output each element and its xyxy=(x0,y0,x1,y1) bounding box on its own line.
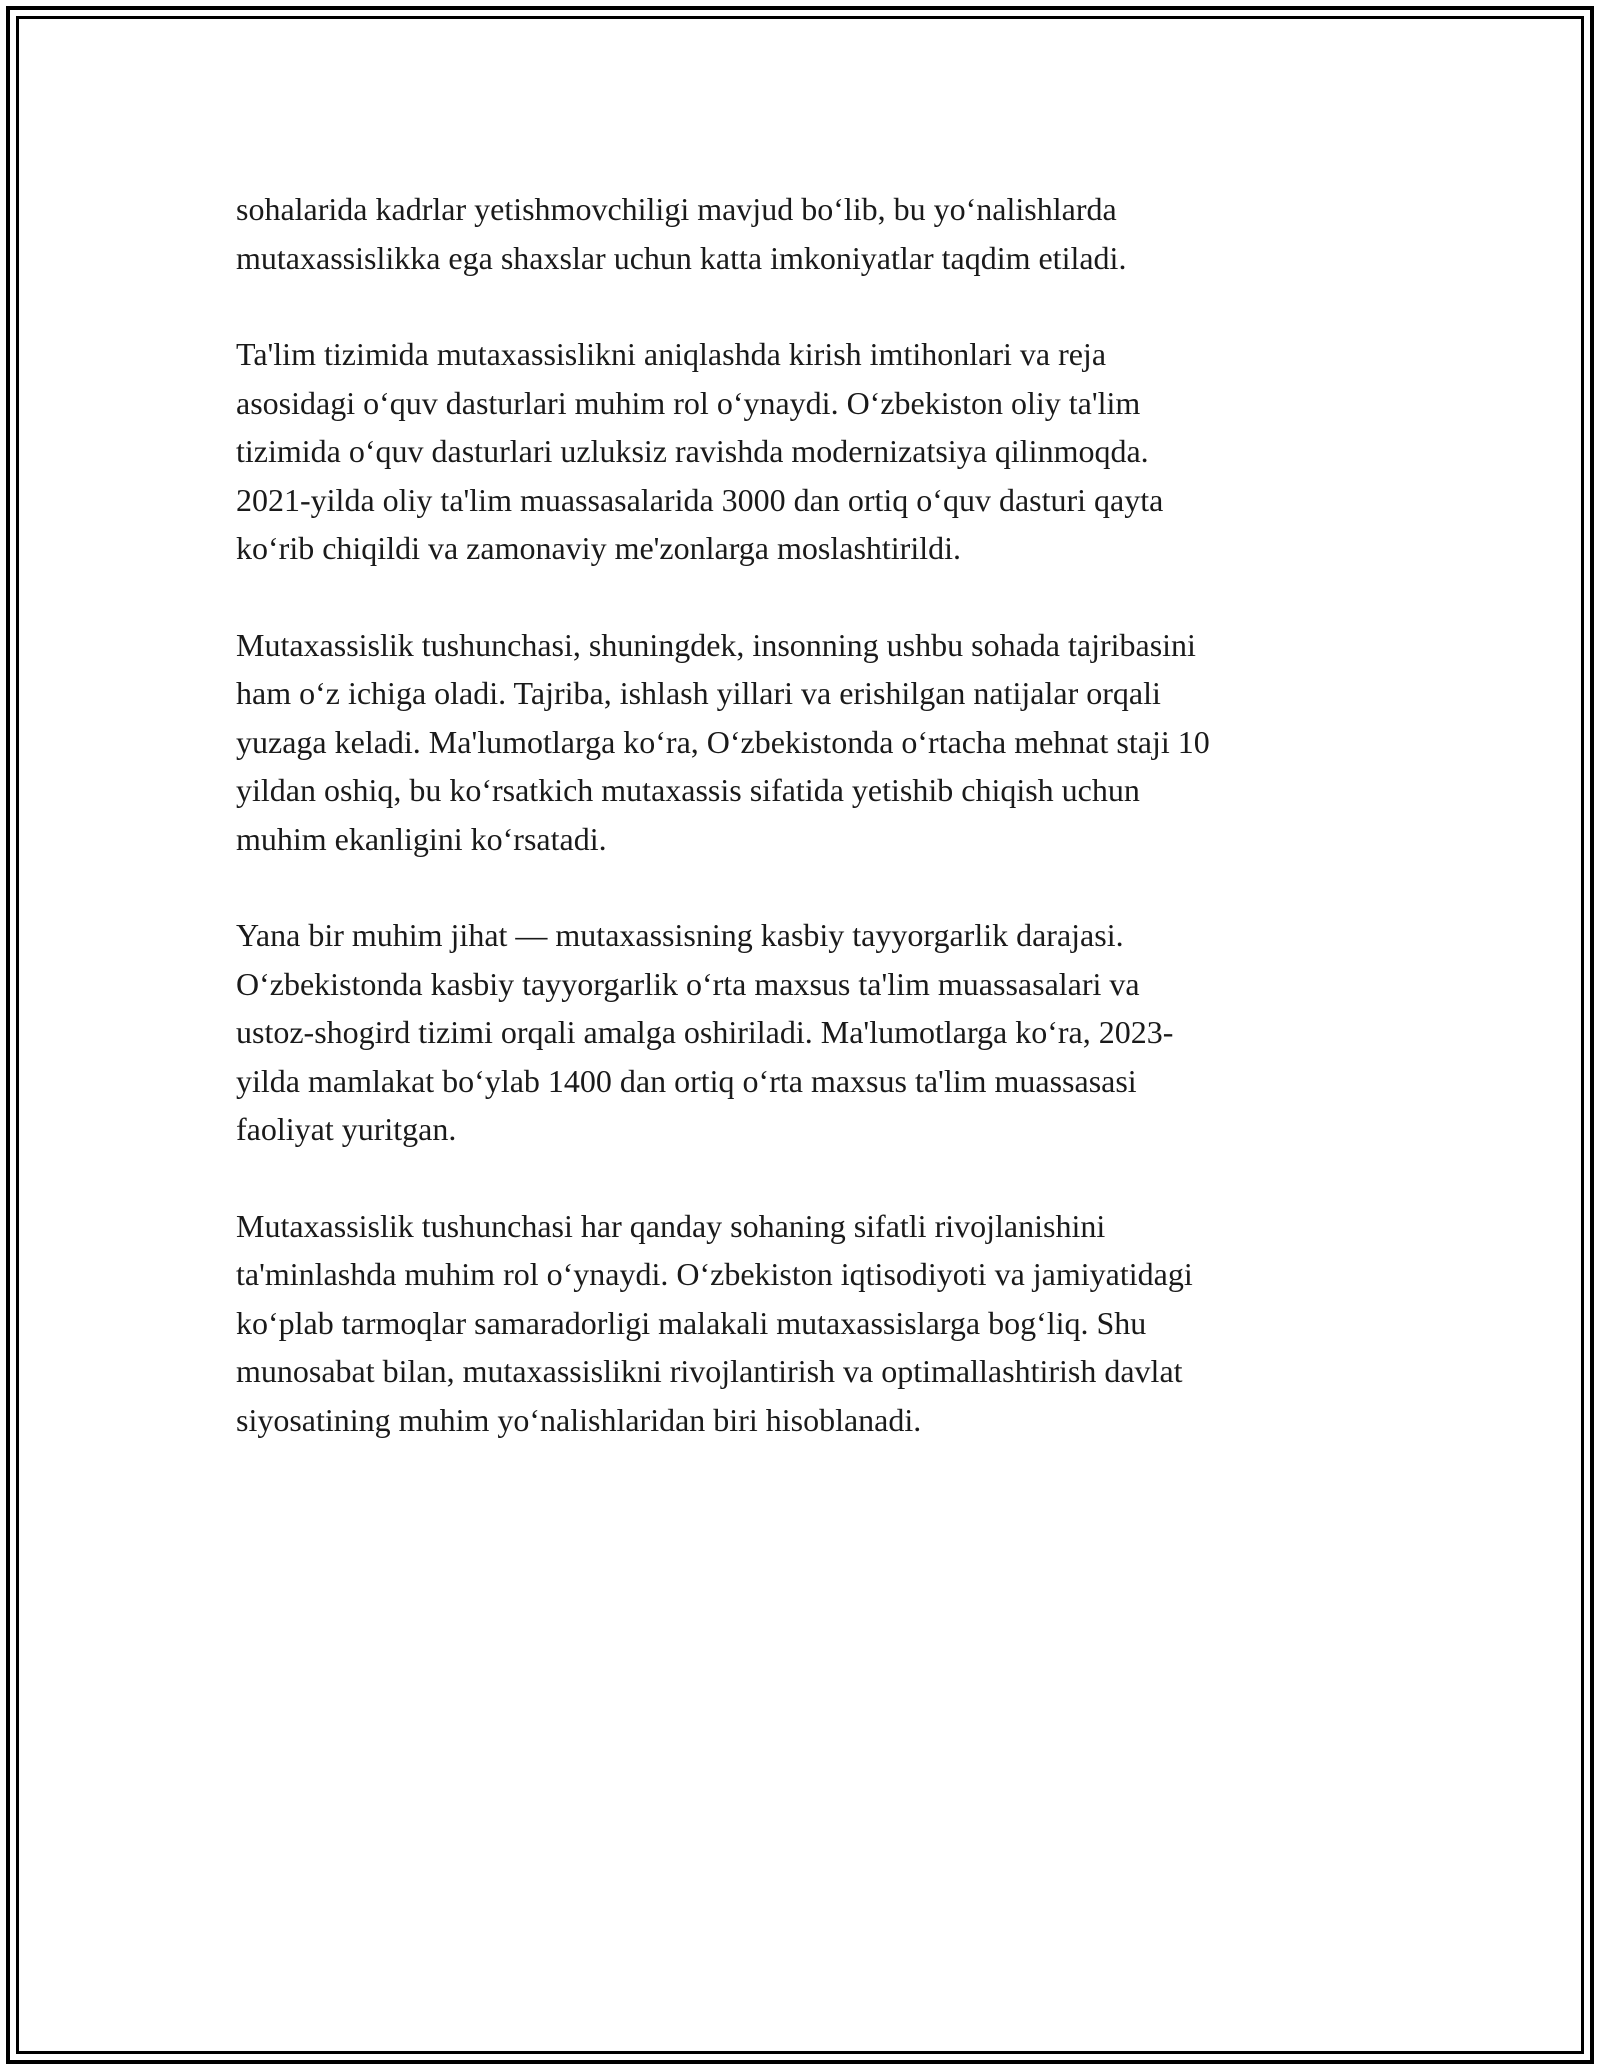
paragraph-3: Mutaxassislik tushunchasi, shuningdek, insonning ushbu sohada tajribasini ham o‘z ichiga oladi. Tajriba, ishlash yillari va erishilgan natijalar orqali yuzaga keladi. Ma'lumotlarga ko‘ra, O‘zbekistonda o‘rtacha mehnat staji 10 yildan oshiq, bu ko‘rsatkich mutaxassis sifatida yetishib chiqish uchun muhim ekanligini ko‘rsatadi. xyxy=(236,626,1210,857)
paragraph-4: Yana bir muhim jihat — mutaxassisning kasbiy tayyorgarlik darajasi. O‘zbekistonda kasbiy tayyorgarlik o‘rta maxsus ta'lim muassasalari va ustoz-shogird tizimi orqali amalga oshiriladi. Ma'lumotlarga ko‘ra, 2023- yilda mamlakat bo‘ylab 1400 dan ortiq o‘rta maxsus ta'lim muassasasi faoliyat yuritgan. xyxy=(236,917,1174,1147)
paragraph-2: Ta'lim tizimida mutaxassislikni aniqlashda kirish imtihonlari va reja asosidagi o‘quv dasturlari muhim rol o‘ynaydi. O‘zbekiston oliy ta'lim tizimida o‘quv dasturlari uzluksiz ravishda modernizatsiya qilinmoqda. 2021-yilda oliy ta'lim muassasalarida 3000 dan ortiq o‘quv dasturi qayta ko‘rib chiqildi va zamonaviy me'zonlarga moslashtirildi. xyxy=(236,336,1164,566)
paragraph-1: sohalarida kadrlar yetishmovchiligi mavjud bo‘lib, bu yo‘nalishlarda mutaxassislikka ega shaxslar uchun katta imkoniyatlar taqdim etiladi. xyxy=(236,191,1127,276)
paragraph-5: Mutaxassislik tushunchasi har qanday sohaning sifatli rivojlanishini ta'minlashda muhim rol o‘ynaydi. O‘zbekiston iqtisodiyoti va jamiyatidagi ko‘plab tarmoqlar samaradorligi malakali mutaxassislarga bog‘liq. Shu munosabat bilan, mutaxassislikni rivojlantirish va optimallashtirish davlat siyosatining muhim yo‘nalishlaridan biri hisoblanadi. xyxy=(236,1207,1193,1438)
document-body xyxy=(236,185,1366,1492)
